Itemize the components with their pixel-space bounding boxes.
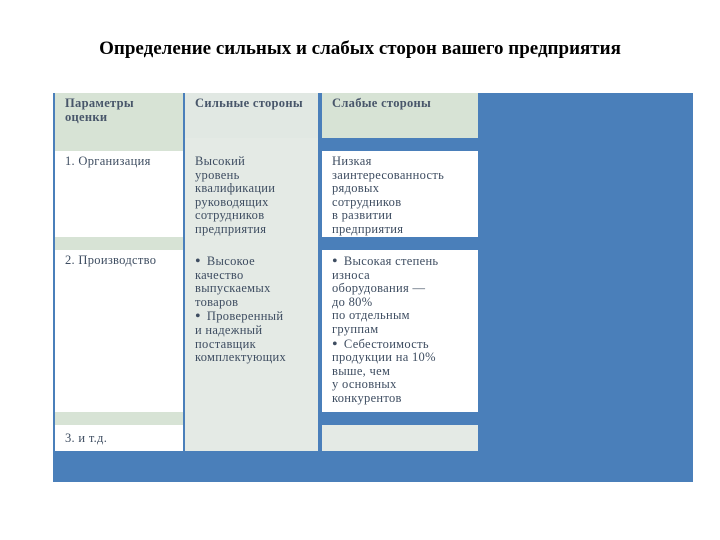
weakness-line: • Себестоимость xyxy=(332,337,472,352)
row-weaknesses xyxy=(322,151,478,237)
swot-table xyxy=(55,93,478,451)
header-params xyxy=(55,93,183,138)
table-row xyxy=(55,250,478,412)
strength-line: комплектующих xyxy=(195,350,287,365)
strength-line: выпускаемых xyxy=(195,281,271,296)
row-weaknesses xyxy=(322,250,478,412)
strength-line: предприятия xyxy=(195,221,267,236)
strength-line: и надежный xyxy=(195,322,263,337)
strength-line: сотрудников xyxy=(195,208,265,223)
weakness-line: в развитии xyxy=(332,208,393,223)
strength-line: квалификации xyxy=(195,181,276,196)
strength-line: поставщик xyxy=(195,336,256,351)
weakness-line: продукции на 10% xyxy=(332,350,436,365)
weakness-line: • Высокая степень xyxy=(332,254,472,269)
header-params-label: Параметры оценки xyxy=(65,96,134,124)
table-panel xyxy=(53,93,693,482)
weakness-line: заинтересованность xyxy=(332,167,445,182)
row-param: 2. Производство xyxy=(55,250,183,412)
weakness-line: конкурентов xyxy=(332,390,402,405)
row-separator xyxy=(55,237,478,250)
slide-title: Определение сильных и слабых сторон вашего предприятия xyxy=(99,38,621,59)
strength-line: • Проверенный xyxy=(195,309,312,324)
weakness-line: Низкая xyxy=(332,154,372,168)
row-param: 3. и т.д. xyxy=(55,425,183,451)
weakness-line: выше, чем xyxy=(332,363,391,378)
row-strengths xyxy=(185,425,318,451)
row-weaknesses xyxy=(322,425,478,451)
weakness-line: износа xyxy=(332,267,370,282)
row-separator xyxy=(55,412,478,425)
header-weaknesses xyxy=(322,93,478,138)
table-row xyxy=(55,151,478,237)
table-header-row xyxy=(55,93,478,138)
strength-line: руководящих xyxy=(195,194,269,209)
row-strengths xyxy=(185,151,318,237)
weakness-line: сотрудников xyxy=(332,194,402,209)
row-strengths xyxy=(185,250,318,412)
strength-line: товаров xyxy=(195,294,239,309)
strength-line: Высокий xyxy=(195,154,246,168)
strength-line: качество xyxy=(195,267,244,282)
weakness-line: по отдельным xyxy=(332,308,410,323)
weakness-line: оборудования — xyxy=(332,281,426,296)
weakness-line: до 80% xyxy=(332,294,373,309)
row-param: 1. Организация xyxy=(55,151,183,237)
weakness-line: предприятия xyxy=(332,221,404,236)
strength-line: • Высокое xyxy=(195,254,312,269)
weakness-line: рядовых xyxy=(332,181,380,196)
table-row xyxy=(55,425,478,451)
strength-line: уровень xyxy=(195,167,240,182)
header-strengths-label: Сильные стороны xyxy=(195,96,303,110)
weakness-line: группам xyxy=(332,321,379,336)
weakness-line: у основных xyxy=(332,377,397,392)
header-weaknesses-label: Слабые стороны xyxy=(332,96,432,110)
row-separator xyxy=(55,138,478,151)
header-strengths xyxy=(185,93,318,138)
